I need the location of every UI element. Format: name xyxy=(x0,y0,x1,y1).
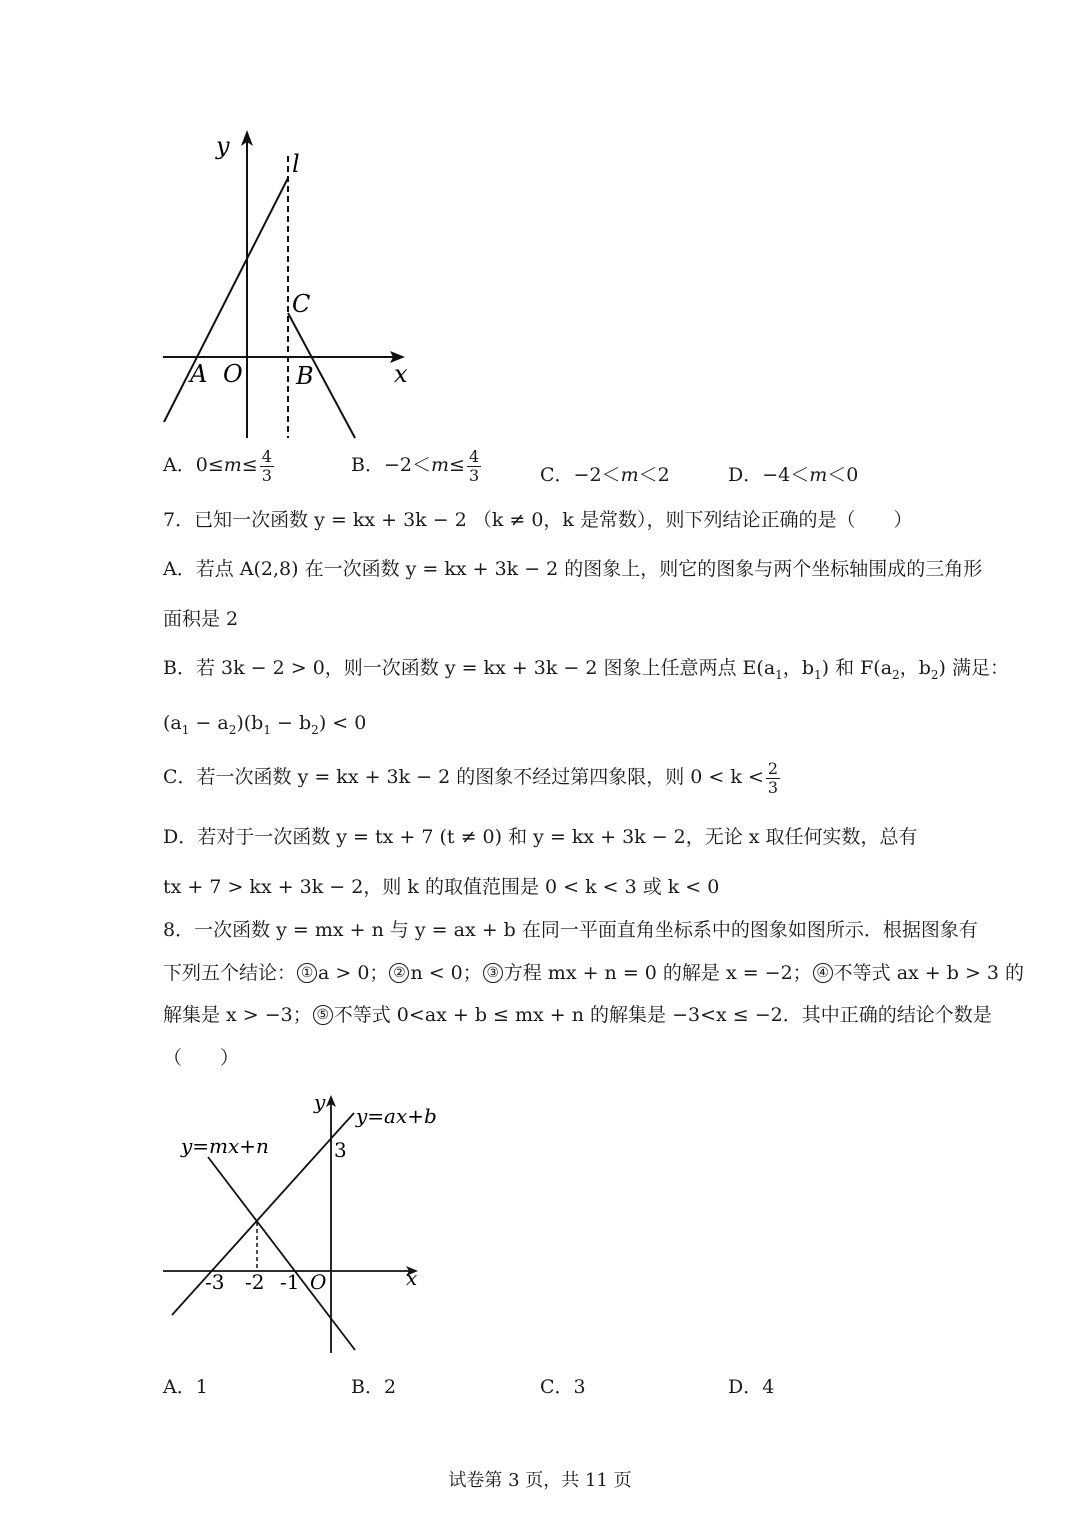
circled-number-1: ① xyxy=(297,963,317,983)
q8-stem-line2: 下列五个结论： ① a > 0； ② n < 0； ③ 方程 mx + n = 0 的解是 x = −2； ④ 不等式 ax + b > 3 的 xyxy=(163,962,1025,984)
label-a: A xyxy=(190,360,208,388)
q6-option-d[interactable]: D．−4＜m＜0 xyxy=(728,464,859,486)
fraction: $\frac{2}{3}$ xyxy=(767,759,779,797)
label-x: x xyxy=(406,1266,418,1290)
label-l: l xyxy=(292,150,300,178)
q6-option-c[interactable]: C．−2＜m＜2 xyxy=(540,464,670,486)
label-neg3: -3 xyxy=(205,1270,225,1294)
q8-option-c[interactable]: C．3 xyxy=(540,1376,586,1398)
circled-number-3: ③ xyxy=(483,963,503,983)
q6-option-a[interactable]: A．0≤m≤ $\frac{4}{3}$ xyxy=(163,447,272,485)
page-footer: 试卷第 3 页，共 11 页 xyxy=(448,1470,632,1491)
q8-stem-line1: 8．一次函数 y = mx + n 与 y = ax + b 在同一平面直角坐标系中的图象如图所示．根据图象有 xyxy=(163,919,978,941)
circled-number-5: ⑤ xyxy=(313,1005,333,1025)
graph-q6 xyxy=(150,120,430,450)
q7-option-a-line1[interactable]: A．若点 A(2,8) 在一次函数 y = kx + 3k − 2 的图象上，则它的图象与两个坐标轴围成的三角形 xyxy=(163,558,983,580)
q7-option-c[interactable]: C．若一次函数 y = kx + 3k − 2 的图象不经过第四象限，则 0 < k < $\frac{2}{3}$ xyxy=(163,759,779,797)
q8-option-d[interactable]: D．4 xyxy=(728,1376,775,1398)
label-o: O xyxy=(223,360,243,388)
label-x: x xyxy=(394,360,408,388)
fraction: $\frac{4}{3}$ xyxy=(261,447,272,485)
q7-option-d-line1[interactable]: D．若对于一次函数 y = tx + 7 (t ≠ 0) 和 y = kx + 3k − 2，无论 x 取任何实数，总有 xyxy=(163,826,918,848)
q8-option-b[interactable]: B．2 xyxy=(351,1376,397,1398)
q8-stem-line4: （ ） xyxy=(163,1047,240,1069)
graph-q8 xyxy=(150,1085,440,1360)
q8-option-a[interactable]: A．1 xyxy=(163,1376,208,1398)
circled-number-4: ④ xyxy=(813,963,833,983)
label-neg1: -1 xyxy=(280,1270,300,1294)
label-line-ab: y=ax+b xyxy=(356,1104,437,1128)
label-y: y xyxy=(216,132,230,160)
q7-stem: 7．已知一次函数 y = kx + 3k − 2 （k ≠ 0，k 是常数），则下列结论正确的是（ ） xyxy=(163,509,913,531)
q7-option-a-line2: 面积是 2 xyxy=(163,608,239,630)
q6-option-b[interactable]: B．−2＜m≤ $\frac{4}{3}$ xyxy=(351,447,480,485)
q7-option-d-line2: tx + 7 > kx + 3k − 2，则 k 的取值范围是 0 < k < 3 或 k < 0 xyxy=(163,876,720,898)
label-neg2: -2 xyxy=(245,1270,265,1294)
label-o: O xyxy=(310,1270,327,1294)
label-b: B xyxy=(296,362,314,390)
line-mx-plus-n xyxy=(208,1157,355,1350)
label-y: y xyxy=(314,1090,326,1114)
q7-option-b-line1[interactable]: B．若 3k − 2 > 0，则一次函数 y = kx + 3k − 2 图象上任意两点 $E(a_1$，$b_1$) 和 $F(a_2$，$b_2$) 满足： xyxy=(163,657,1009,682)
circled-number-2: ② xyxy=(389,963,409,983)
label-three: 3 xyxy=(334,1138,347,1162)
fraction: $\frac{4}{3}$ xyxy=(468,447,480,485)
q8-stem-line3: 解集是 x > −3； ⑤ 不等式 0<ax + b ≤ mx + n 的解集是 −3<x ≤ −2．其中正确的结论个数是 xyxy=(163,1004,992,1026)
label-line-mn: y=mx+n xyxy=(181,1134,269,1158)
label-c: C xyxy=(292,290,311,318)
q7-option-b-line2: $(a_1 - a_2)(b_1 - b_2) < 0$ xyxy=(163,712,367,737)
